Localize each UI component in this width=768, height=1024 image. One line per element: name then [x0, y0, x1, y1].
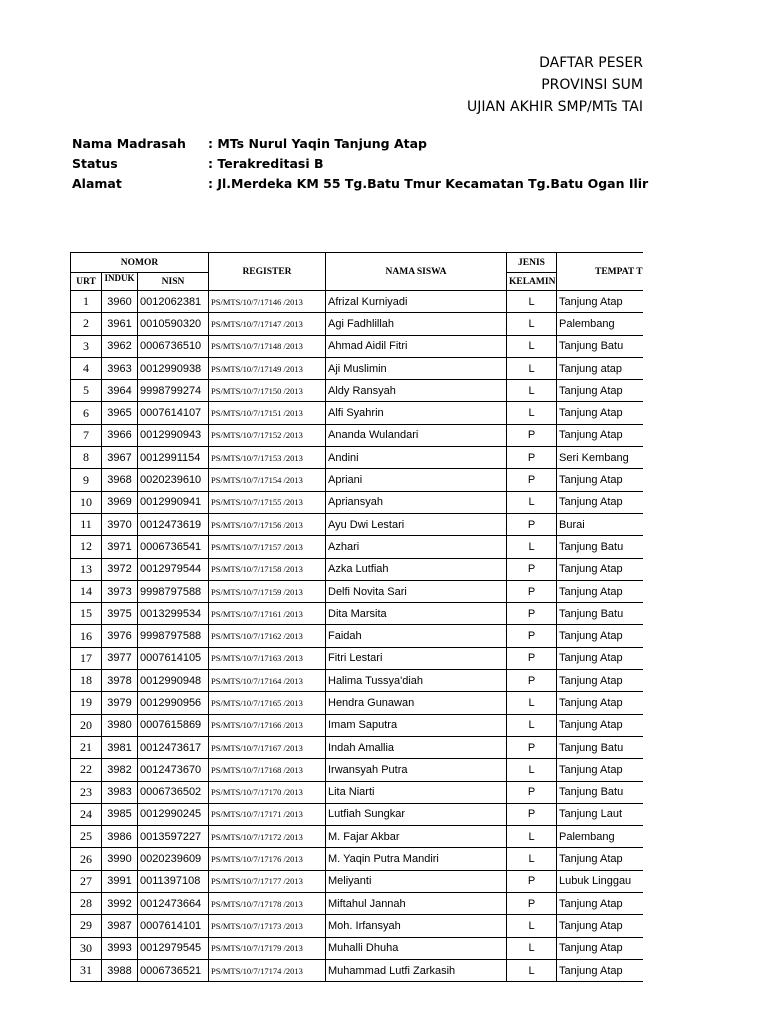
cell-nisn: 0012991154 — [138, 447, 209, 469]
cell-jenis-kelamin: L — [507, 335, 557, 357]
cell-nisn: 0007615869 — [138, 714, 209, 736]
cell-jenis-kelamin: P — [507, 513, 557, 535]
cell-jenis-kelamin: P — [507, 893, 557, 915]
cell-nisn: 0012979544 — [138, 558, 209, 580]
cell-nisn: 0007614107 — [138, 402, 209, 424]
cell-urt: 2 — [71, 313, 102, 335]
cell-nama: Imam Saputra — [326, 714, 507, 736]
cell-jenis-kelamin: L — [507, 536, 557, 558]
cell-nama: Afrizal Kurniyadi — [326, 291, 507, 313]
cell-tempat: Lubuk Linggau — [557, 870, 644, 892]
cell-nisn: 0020239609 — [138, 848, 209, 870]
cell-tempat: Seri Kembang — [557, 447, 644, 469]
table-row — [71, 937, 644, 959]
cell-tempat: Tanjung Atap — [557, 402, 644, 424]
table-row — [71, 670, 644, 692]
cell-urt: 10 — [71, 491, 102, 513]
cell-nisn: 0006736521 — [138, 959, 209, 981]
cell-nama: Dita Marsita — [326, 603, 507, 625]
cell-induk: 3979 — [102, 692, 138, 714]
cell-urt: 29 — [71, 915, 102, 937]
table-row — [71, 803, 644, 825]
cell-jenis-kelamin: P — [507, 625, 557, 647]
cell-register: PS/MTS/10/7/17151 /2013 — [209, 402, 326, 424]
cell-jenis-kelamin: L — [507, 313, 557, 335]
cell-induk: 3975 — [102, 603, 138, 625]
cell-induk: 3978 — [102, 670, 138, 692]
cell-induk: 3992 — [102, 893, 138, 915]
cell-register: PS/MTS/10/7/17157 /2013 — [209, 536, 326, 558]
table-row — [71, 959, 644, 981]
cell-nisn: 0012062381 — [138, 291, 209, 313]
cell-tempat: Tanjung Atap — [557, 915, 644, 937]
cell-tempat: Tanjung atap — [557, 357, 644, 379]
cell-nisn: 0006736510 — [138, 335, 209, 357]
cell-tempat: Tanjung Atap — [557, 558, 644, 580]
cell-register: PS/MTS/10/7/17167 /2013 — [209, 736, 326, 758]
cell-nisn: 0006736541 — [138, 536, 209, 558]
cell-nisn: 0010590320 — [138, 313, 209, 335]
cell-induk: 3973 — [102, 580, 138, 602]
cell-tempat: Tanjung Atap — [557, 714, 644, 736]
header-urt: URT — [71, 273, 102, 291]
cell-induk: 3990 — [102, 848, 138, 870]
cell-induk: 3981 — [102, 736, 138, 758]
school-name-label: Nama Madrasah — [72, 136, 186, 151]
cell-nisn: 0012990943 — [138, 424, 209, 446]
cell-nama: Aldy Ransyah — [326, 380, 507, 402]
cell-tempat: Tanjung Atap — [557, 670, 644, 692]
cell-induk: 3991 — [102, 870, 138, 892]
table-row — [71, 915, 644, 937]
cell-urt: 15 — [71, 603, 102, 625]
table-row — [71, 402, 644, 424]
school-address-label: Alamat — [72, 176, 122, 191]
cell-nama: Alfi Syahrin — [326, 402, 507, 424]
cell-urt: 20 — [71, 714, 102, 736]
cell-nama: Azka Lutfiah — [326, 558, 507, 580]
cell-jenis-kelamin: P — [507, 736, 557, 758]
cell-jenis-kelamin: L — [507, 491, 557, 513]
cell-jenis-kelamin: P — [507, 781, 557, 803]
cell-tempat: Tanjung Atap — [557, 692, 644, 714]
table-row — [71, 647, 644, 669]
cell-nisn: 9998799274 — [138, 380, 209, 402]
cell-register: PS/MTS/10/7/17165 /2013 — [209, 692, 326, 714]
cell-register: PS/MTS/10/7/17170 /2013 — [209, 781, 326, 803]
cell-nama: Indah Amallia — [326, 736, 507, 758]
cell-tempat: Tanjung Atap — [557, 625, 644, 647]
cell-register: PS/MTS/10/7/17164 /2013 — [209, 670, 326, 692]
table-row — [71, 513, 644, 535]
cell-nisn: 0012990956 — [138, 692, 209, 714]
cell-urt: 6 — [71, 402, 102, 424]
school-name-row — [72, 134, 648, 154]
cell-nama: Ayu Dwi Lestari — [326, 513, 507, 535]
cell-urt: 5 — [71, 380, 102, 402]
cell-induk: 3964 — [102, 380, 138, 402]
cell-jenis-kelamin: P — [507, 469, 557, 491]
cell-nisn: 0012473617 — [138, 736, 209, 758]
cell-register: PS/MTS/10/7/17173 /2013 — [209, 915, 326, 937]
cell-tempat: Tanjung Atap — [557, 424, 644, 446]
cell-nama: Hendra Gunawan — [326, 692, 507, 714]
cell-jenis-kelamin: P — [507, 870, 557, 892]
cell-urt: 9 — [71, 469, 102, 491]
cell-tempat: Tanjung Atap — [557, 937, 644, 959]
cell-nama: Agi Fadhlillah — [326, 313, 507, 335]
cell-nama: Fitri Lestari — [326, 647, 507, 669]
cell-nama: Ahmad Aidil Fitri — [326, 335, 507, 357]
cell-urt: 23 — [71, 781, 102, 803]
cell-jenis-kelamin: P — [507, 424, 557, 446]
cell-register: PS/MTS/10/7/17152 /2013 — [209, 424, 326, 446]
header-nisn: NISN — [138, 273, 209, 291]
cell-urt: 4 — [71, 357, 102, 379]
cell-nama: Muhalli Dhuha — [326, 937, 507, 959]
cell-jenis-kelamin: P — [507, 447, 557, 469]
cell-tempat: Tanjung Atap — [557, 848, 644, 870]
cell-jenis-kelamin: L — [507, 692, 557, 714]
cell-nama: Muhammad Lutfi Zarkasih — [326, 959, 507, 981]
cell-register: PS/MTS/10/7/17176 /2013 — [209, 848, 326, 870]
cell-induk: 3987 — [102, 915, 138, 937]
cell-nama: Faidah — [326, 625, 507, 647]
cell-nama: Delfi Novita Sari — [326, 580, 507, 602]
table-row — [71, 893, 644, 915]
table-row — [71, 625, 644, 647]
cell-tempat: Tanjung Batu — [557, 781, 644, 803]
cell-induk: 3970 — [102, 513, 138, 535]
cell-nisn: 0012473619 — [138, 513, 209, 535]
cell-urt: 27 — [71, 870, 102, 892]
cell-register: PS/MTS/10/7/17158 /2013 — [209, 558, 326, 580]
table-row — [71, 870, 644, 892]
cell-tempat: Tanjung Laut — [557, 803, 644, 825]
cell-register: PS/MTS/10/7/17178 /2013 — [209, 893, 326, 915]
cell-register: PS/MTS/10/7/17177 /2013 — [209, 870, 326, 892]
cell-nama: Moh. Irfansyah — [326, 915, 507, 937]
table-row — [71, 491, 644, 513]
cell-jenis-kelamin: P — [507, 558, 557, 580]
cell-induk: 3988 — [102, 959, 138, 981]
cell-jenis-kelamin: L — [507, 959, 557, 981]
cell-register: PS/MTS/10/7/17162 /2013 — [209, 625, 326, 647]
cell-nama: Halima Tussya'diah — [326, 670, 507, 692]
cell-urt: 30 — [71, 937, 102, 959]
school-address-row — [72, 174, 648, 194]
table-row — [71, 736, 644, 758]
cell-urt: 7 — [71, 424, 102, 446]
cell-urt: 22 — [71, 759, 102, 781]
table-row — [71, 781, 644, 803]
cell-nisn: 0012990941 — [138, 491, 209, 513]
cell-register: PS/MTS/10/7/17149 /2013 — [209, 357, 326, 379]
participant-table — [70, 252, 643, 982]
participant-table-wrapper — [70, 252, 643, 982]
cell-nisn: 0012979545 — [138, 937, 209, 959]
school-status-label: Status — [72, 156, 118, 171]
cell-tempat: Tanjung Atap — [557, 959, 644, 981]
cell-urt: 16 — [71, 625, 102, 647]
cell-nisn: 0013299534 — [138, 603, 209, 625]
cell-nama: Andini — [326, 447, 507, 469]
cell-tempat: Tanjung Atap — [557, 893, 644, 915]
cell-urt: 14 — [71, 580, 102, 602]
title-line-2: PROVINSI SUM — [541, 77, 643, 93]
cell-urt: 13 — [71, 558, 102, 580]
cell-jenis-kelamin: P — [507, 603, 557, 625]
cell-register: PS/MTS/10/7/17147 /2013 — [209, 313, 326, 335]
table-row — [71, 759, 644, 781]
cell-nisn: 0012990938 — [138, 357, 209, 379]
cell-register: PS/MTS/10/7/17156 /2013 — [209, 513, 326, 535]
cell-nisn: 0007614105 — [138, 647, 209, 669]
table-row — [71, 469, 644, 491]
table-row — [71, 380, 644, 402]
cell-nama: M. Fajar Akbar — [326, 826, 507, 848]
table-row — [71, 603, 644, 625]
cell-induk: 3993 — [102, 937, 138, 959]
cell-tempat: Tanjung Batu — [557, 736, 644, 758]
table-row — [71, 558, 644, 580]
cell-register: PS/MTS/10/7/17155 /2013 — [209, 491, 326, 513]
cell-tempat: Tanjung Batu — [557, 536, 644, 558]
cell-urt: 19 — [71, 692, 102, 714]
cell-jenis-kelamin: P — [507, 647, 557, 669]
table-row — [71, 424, 644, 446]
cell-nisn: 0013597227 — [138, 826, 209, 848]
cell-register: PS/MTS/10/7/17161 /2013 — [209, 603, 326, 625]
cell-induk: 3986 — [102, 826, 138, 848]
table-row — [71, 357, 644, 379]
cell-urt: 12 — [71, 536, 102, 558]
cell-induk: 3965 — [102, 402, 138, 424]
cell-register: PS/MTS/10/7/17172 /2013 — [209, 826, 326, 848]
cell-induk: 3983 — [102, 781, 138, 803]
cell-urt: 21 — [71, 736, 102, 758]
cell-register: PS/MTS/10/7/17179 /2013 — [209, 937, 326, 959]
school-name-value: : MTs Nurul Yaqin Tanjung Atap — [208, 136, 427, 151]
cell-induk: 3982 — [102, 759, 138, 781]
cell-nisn: 0012473664 — [138, 893, 209, 915]
cell-induk: 3969 — [102, 491, 138, 513]
cell-jenis-kelamin: L — [507, 759, 557, 781]
cell-nisn: 0012990948 — [138, 670, 209, 692]
cell-nama: Lita Niarti — [326, 781, 507, 803]
school-status-row — [72, 154, 648, 174]
cell-urt: 18 — [71, 670, 102, 692]
cell-jenis-kelamin: L — [507, 357, 557, 379]
cell-induk: 3962 — [102, 335, 138, 357]
cell-tempat: Palembang — [557, 313, 644, 335]
cell-induk: 3968 — [102, 469, 138, 491]
cell-jenis-kelamin: L — [507, 380, 557, 402]
header-kelamin: KELAMIN — [507, 273, 557, 291]
cell-induk: 3967 — [102, 447, 138, 469]
table-row — [71, 692, 644, 714]
table-row — [71, 826, 644, 848]
cell-jenis-kelamin: L — [507, 402, 557, 424]
table-row — [71, 291, 644, 313]
cell-register: PS/MTS/10/7/17166 /2013 — [209, 714, 326, 736]
cell-register: PS/MTS/10/7/17148 /2013 — [209, 335, 326, 357]
cell-urt: 28 — [71, 893, 102, 915]
header-nomor: NOMOR — [71, 253, 209, 273]
cell-tempat: Tanjung Atap — [557, 647, 644, 669]
cell-nama: Lutfiah Sungkar — [326, 803, 507, 825]
cell-register: PS/MTS/10/7/17146 /2013 — [209, 291, 326, 313]
cell-nama: Meliyanti — [326, 870, 507, 892]
cell-nisn: 0006736502 — [138, 781, 209, 803]
document-title — [400, 52, 643, 118]
header-nama: NAMA SISWA — [326, 253, 507, 291]
cell-nisn: 0012990245 — [138, 803, 209, 825]
cell-urt: 25 — [71, 826, 102, 848]
cell-nama: M. Yaqin Putra Mandiri — [326, 848, 507, 870]
cell-register: PS/MTS/10/7/17159 /2013 — [209, 580, 326, 602]
table-row — [71, 536, 644, 558]
cell-tempat: Tanjung Atap — [557, 759, 644, 781]
table-row — [71, 335, 644, 357]
cell-nisn: 0011397108 — [138, 870, 209, 892]
table-header-row-1 — [71, 253, 644, 273]
school-info — [72, 134, 648, 194]
cell-tempat: Tanjung Batu — [557, 335, 644, 357]
cell-nisn: 9998797588 — [138, 625, 209, 647]
cell-jenis-kelamin: L — [507, 714, 557, 736]
cell-nama: Apriani — [326, 469, 507, 491]
cell-nisn: 0012473670 — [138, 759, 209, 781]
cell-tempat: Tanjung Atap — [557, 580, 644, 602]
cell-induk: 3961 — [102, 313, 138, 335]
cell-nisn: 0020239610 — [138, 469, 209, 491]
title-line-3: UJIAN AKHIR SMP/MTs TAI — [467, 99, 643, 115]
cell-register: PS/MTS/10/7/17150 /2013 — [209, 380, 326, 402]
cell-jenis-kelamin: L — [507, 915, 557, 937]
cell-register: PS/MTS/10/7/17174 /2013 — [209, 959, 326, 981]
cell-register: PS/MTS/10/7/17153 /2013 — [209, 447, 326, 469]
school-address-value: : Jl.Merdeka KM 55 Tg.Batu Tmur Kecamatan Tg.Batu Ogan Ilir — [208, 176, 649, 191]
table-body — [71, 291, 644, 982]
cell-register: PS/MTS/10/7/17171 /2013 — [209, 803, 326, 825]
cell-urt: 24 — [71, 803, 102, 825]
cell-tempat: Tanjung Atap — [557, 380, 644, 402]
cell-nama: Apriansyah — [326, 491, 507, 513]
cell-induk: 3985 — [102, 803, 138, 825]
cell-tempat: Tanjung Atap — [557, 491, 644, 513]
cell-induk: 3966 — [102, 424, 138, 446]
header-jenis: JENIS — [507, 253, 557, 273]
cell-urt: 26 — [71, 848, 102, 870]
cell-induk: 3976 — [102, 625, 138, 647]
cell-urt: 1 — [71, 291, 102, 313]
cell-nama: Miftahul Jannah — [326, 893, 507, 915]
cell-induk: 3963 — [102, 357, 138, 379]
cell-tempat: Tanjung Batu — [557, 603, 644, 625]
cell-nisn: 0007614101 — [138, 915, 209, 937]
header-register: REGISTER — [209, 253, 326, 291]
table-row — [71, 313, 644, 335]
cell-jenis-kelamin: P — [507, 670, 557, 692]
cell-jenis-kelamin: L — [507, 826, 557, 848]
header-tempat: TEMPAT T — [557, 253, 644, 291]
cell-urt: 8 — [71, 447, 102, 469]
cell-induk: 3977 — [102, 647, 138, 669]
cell-tempat: Tanjung Atap — [557, 291, 644, 313]
cell-nama: Ananda Wulandari — [326, 424, 507, 446]
table-row — [71, 848, 644, 870]
cell-nama: Azhari — [326, 536, 507, 558]
cell-tempat: Palembang — [557, 826, 644, 848]
cell-urt: 31 — [71, 959, 102, 981]
cell-nisn: 9998797588 — [138, 580, 209, 602]
cell-jenis-kelamin: P — [507, 580, 557, 602]
cell-induk: 3971 — [102, 536, 138, 558]
table-row — [71, 447, 644, 469]
cell-register: PS/MTS/10/7/17168 /2013 — [209, 759, 326, 781]
header-induk: INDUK — [102, 273, 138, 291]
cell-tempat: Burai — [557, 513, 644, 535]
cell-jenis-kelamin: L — [507, 848, 557, 870]
cell-nama: Aji Muslimin — [326, 357, 507, 379]
school-status-value: : Terakreditasi B — [208, 156, 324, 171]
cell-nama: Irwansyah Putra — [326, 759, 507, 781]
cell-register: PS/MTS/10/7/17154 /2013 — [209, 469, 326, 491]
table-row — [71, 580, 644, 602]
cell-tempat: Tanjung Atap — [557, 469, 644, 491]
cell-urt: 11 — [71, 513, 102, 535]
cell-register: PS/MTS/10/7/17163 /2013 — [209, 647, 326, 669]
title-line-1: DAFTAR PESER — [539, 55, 643, 71]
cell-induk: 3960 — [102, 291, 138, 313]
cell-induk: 3980 — [102, 714, 138, 736]
table-row — [71, 714, 644, 736]
cell-urt: 3 — [71, 335, 102, 357]
cell-induk: 3972 — [102, 558, 138, 580]
cell-jenis-kelamin: L — [507, 291, 557, 313]
cell-urt: 17 — [71, 647, 102, 669]
cell-jenis-kelamin: P — [507, 803, 557, 825]
cell-jenis-kelamin: L — [507, 937, 557, 959]
